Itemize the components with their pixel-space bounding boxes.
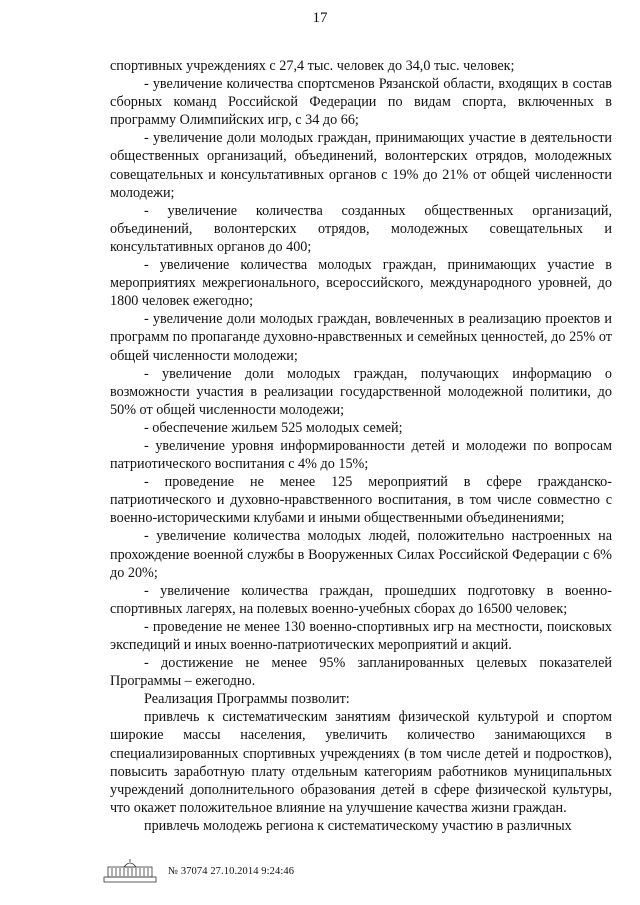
paragraph: - обеспечение жильем 525 молодых семей; [144,419,403,436]
paragraph: - проведение не менее 125 мероприятий в сфере гражданско-патриотического и духовно-нравственного воспитания, в том числе совместно с военно-историческими клубами и иными общественными объединениями; [110,474,612,527]
paragraph: - увеличение доли молодых граждан, принимающих участие в деятельности общественных организаций, объединений, волонтерских отрядов, молодежных совещательных и консультативных органов с 19% до 21% от общей численности молодежи; [110,130,612,201]
page-number: 17 [312,10,328,26]
paragraph: привлечь молодежь региона к систематическому участию в различных [144,817,572,834]
paragraph: - увеличение количества молодых людей, положительно настроенных на прохождение военной службы в Вооруженных Силах Российской Федерации с 6% до 20%; [110,528,612,581]
paragraph: - достижение не менее 95% запланированных целевых показателей Программы – ежегодно. [110,655,612,690]
paragraph: - проведение не менее 130 военно-спортивных игр на местности, поисковых экспедиций и иных военно-патриотических мероприятий и акций. [110,618,612,653]
document-body [110,57,612,835]
footer-stamp [100,858,294,884]
paragraph: - увеличение уровня информированности детей и молодежи по вопросам патриотического воспитания с 4% до 15%; [110,437,612,473]
paragraph: - увеличение количества спортсменов Рязанской области, входящих в состав сборных команд Российской Федерации по видам спорта, включенных в программу Олимпийских игр, с 34 до 66; [110,76,612,129]
government-building-logo [100,858,160,884]
paragraph: - увеличение количества граждан, прошедших подготовку в военно-спортивных лагерях, на полевых военно-учебных сборах до 16500 человек; [110,582,612,617]
paragraph: - увеличение количества молодых граждан, принимающих участие в мероприятиях межрегионального, всероссийского, международного уровней, до 1800 человек ежегодно; [110,257,612,310]
paragraph: привлечь к систематическим занятиям физической культурой и спортом широкие массы населения, увеличить количество занимающихся в специализированных спортивных учреждениях (в том числе детей и подростков), повысить заработную плату отдельным категориям работников муниципальных учреждений дополнительного образования детей в сфере физической культуры, что окажет положительное влияние на улучшение качества жизни граждан. [110,709,612,816]
paragraph: спортивных учреждениях с 27,4 тыс. человек до 34,0 тыс. человек; [110,58,515,74]
paragraph: - увеличение доли молодых граждан, получающих информацию о возможности участия в реализации государственной молодежной политики, до 50% от общей численности молодежи; [110,365,612,418]
paragraph: - увеличение доли молодых граждан, вовлеченных в реализацию проектов и программ по пропаганде духовно-нравственных и семейных ценностей, до 25% от общей численности молодежи; [110,311,612,364]
paragraph: Реализация Программы позволит: [144,691,350,708]
registration-number: № 37074 27.10.2014 9:24:46 [168,865,295,877]
paragraph: - увеличение количества созданных общественных организаций, объединений, волонтерских отрядов, молодежных совещательных и консультативных органов до 400; [110,202,612,255]
